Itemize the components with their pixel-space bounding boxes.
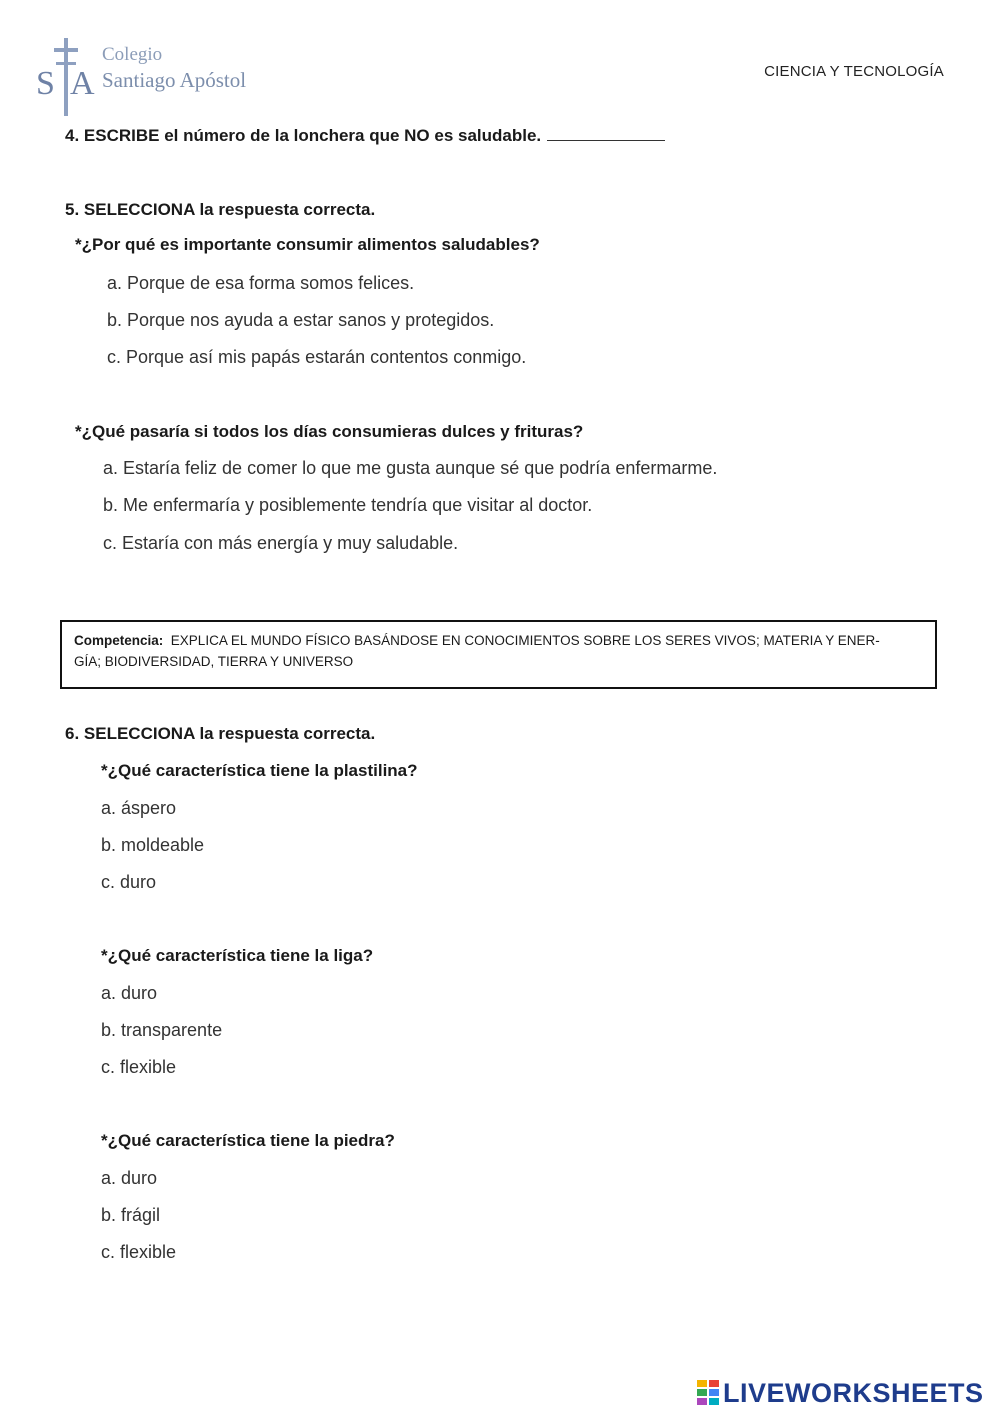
question-6-title: 6. SELECCIONA la respuesta correcta. [65, 724, 376, 743]
answer-blank-4[interactable] [547, 126, 665, 141]
svg-text:S: S [36, 65, 55, 102]
option-6-1-b[interactable]: b. moldeable [101, 835, 205, 855]
option-6-3-b[interactable]: b. frágil [101, 1205, 161, 1225]
option-5-2-a[interactable]: a. Estaría feliz de comer lo que me gusta aunque sé que podría enfermarme. [103, 458, 718, 478]
liveworksheets-logo[interactable] [697, 1376, 984, 1410]
question-5-title: 5. SELECCIONA la respuesta correcta. [65, 200, 376, 219]
option-5-1-b[interactable]: b. Porque nos ayuda a estar sanos y protegidos. [107, 310, 495, 330]
option-5-2-c[interactable]: c. Estaría con más energía y muy saludable. [103, 533, 459, 553]
subject-title: CIENCIA Y TECNOLOGÍA [764, 63, 944, 80]
cross-logo-icon [36, 36, 106, 118]
svg-text:A: A [70, 65, 95, 102]
competencia-text-1: EXPLICA EL MUNDO FÍSICO BASÁNDOSE EN CONOCIMIENTOS SOBRE LOS SERES VIVOS; MATERIA Y ENER- [170, 633, 880, 648]
option-6-2-c[interactable]: c. flexible [101, 1057, 177, 1077]
option-5-2-b[interactable]: b. Me enfermaría y posiblemente tendría que visitar al doctor. [103, 495, 593, 515]
liveworksheets-text: LIVEWORKSHEETS [723, 1377, 984, 1408]
question-4-text: 4. ESCRIBE el número de la lonchera que NO es saludable. [65, 126, 542, 145]
question-6-sub2: *¿Qué característica tiene la liga? [101, 946, 374, 965]
competencia-text-2: GÍA; BIODIVERSIDAD, TIERRA Y UNIVERSO [74, 654, 354, 669]
option-5-1-a[interactable]: a. Porque de esa forma somos felices. [107, 273, 415, 293]
question-6-sub1: *¿Qué característica tiene la plastilina? [101, 761, 418, 780]
school-logo [36, 36, 276, 116]
logo-colegio-text: Colegio [102, 44, 163, 65]
logo-school-name: Santiago Apóstol [102, 68, 247, 92]
competencia-box [60, 620, 937, 689]
option-5-1-c[interactable]: c. Porque así mis papás estarán contentos conmigo. [107, 347, 527, 367]
question-6-sub3: *¿Qué característica tiene la piedra? [101, 1131, 395, 1150]
question-5-sub1: *¿Por qué es importante consumir alimentos saludables? [75, 235, 540, 254]
question-4 [65, 126, 665, 146]
competencia-label: Competencia: [74, 633, 164, 648]
liveworksheets-icon [697, 1380, 719, 1406]
competencia-line-1 [74, 630, 923, 651]
option-6-1-c[interactable]: c. duro [101, 872, 157, 892]
option-6-2-a[interactable]: a. duro [101, 983, 158, 1003]
option-6-2-b[interactable]: b. transparente [101, 1020, 223, 1040]
option-6-3-a[interactable]: a. duro [101, 1168, 158, 1188]
question-5-sub2: *¿Qué pasaría si todos los días consumieras dulces y frituras? [75, 422, 584, 441]
option-6-3-c[interactable]: c. flexible [101, 1242, 177, 1262]
option-6-1-a[interactable]: a. áspero [101, 798, 177, 818]
